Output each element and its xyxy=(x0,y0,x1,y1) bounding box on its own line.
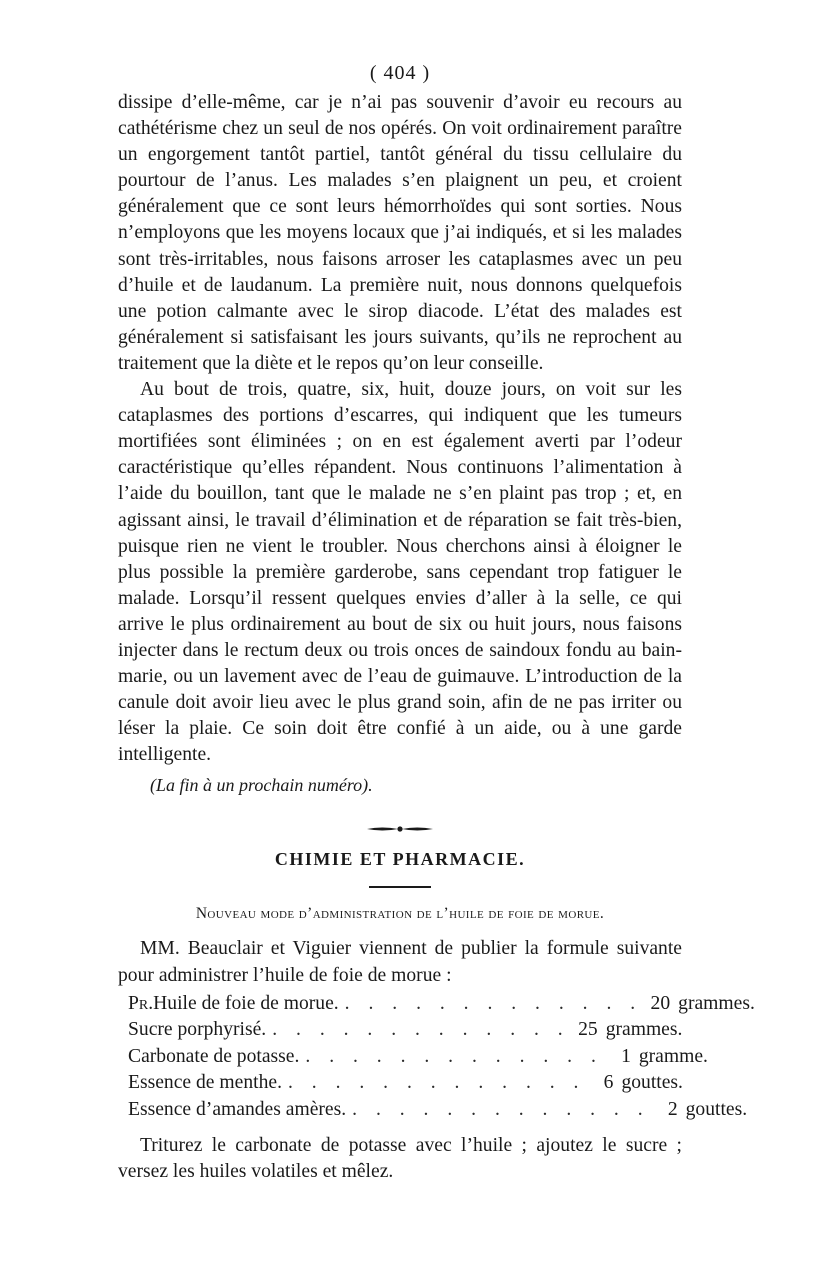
ingredient-quantity xyxy=(585,1070,755,1097)
formula-row xyxy=(118,991,755,1018)
quantity-unit: grammes. xyxy=(678,992,755,1014)
page-number: ( 404 ) xyxy=(369,62,431,84)
ingredient-name: Sucre porphyrisé. xyxy=(128,1019,267,1041)
quantity-value: 1 xyxy=(621,1045,631,1067)
quantity-unit: gouttes. xyxy=(621,1072,683,1094)
body-paragraph-1: dissipe d’elle-même, car je n’ai pas souvenir d’avoir eu recours au cathétérisme chez un seul de nos opérés. On voit ordinairement paraître un engorgement tantôt partiel, tantôt général du tissu cellulaire du pourtour de l’anus. Les malades s’en plaignent un peu, et croient généralement que ce sont leurs hémorrhoïdes qui sont sorties. Nous n’employons que les moyens locaux que j’ai indiqués, et si les malades sont très-irritables, nous faisons arroser les cataplasmes avec un peu d’huile et de laudanum. La première nuit, nous donnons quelquefois une potion calmante avec le sirop diacode. L’état des malades est généralement si satisfaisant les jours suivants, qu’ils ne reprochent au traitement que la diète et le repos qu’on leur conseille. xyxy=(118,92,682,374)
quantity-unit: grammes. xyxy=(605,1019,683,1041)
prescription-formula xyxy=(118,991,755,1124)
ingredient-quantity xyxy=(650,1097,820,1124)
ingredient-name: Huile de foie de morue. xyxy=(153,992,339,1014)
formula-row xyxy=(118,1017,682,1044)
leader-dots: . . . . . . . . . . . . . xyxy=(305,1045,603,1067)
title-rule xyxy=(369,886,431,888)
ingredient-name: Carbonate de potasse. xyxy=(128,1045,300,1067)
leader-dots: . . . . . . . . . . . . . xyxy=(272,1019,570,1041)
page-content xyxy=(118,56,755,1185)
quantity-value: 20 xyxy=(650,992,671,1014)
leader-dots: . . . . . . . . . . . . . xyxy=(287,1072,586,1094)
prescription-label: Pr. xyxy=(128,992,154,1014)
formula-row xyxy=(118,1070,682,1097)
ingredient-quantity xyxy=(570,1017,740,1044)
article-subtitle: Nouveau mode d’administration de l’huile de foie de morue. xyxy=(195,905,605,923)
quantity-value: 6 xyxy=(603,1072,614,1094)
ornament-divider-icon xyxy=(365,824,435,834)
leader-dots: . . . . . . . . . . . . . xyxy=(344,992,643,1014)
continuation-note: (La fin à un prochain numéro). xyxy=(150,775,373,796)
quantity-value: 25 xyxy=(578,1019,598,1041)
body-paragraph-2: Au bout de trois, quatre, six, huit, douze jours, on voit sur les cataplasmes des portions d’escarres, qui indiquent que les tumeurs mortifiées sont éliminées ; on en est également averti par l’odeur caractéristique qu’elles répandent. Nous continuons l’alimentation à l’aide du bouillon, tant que le malade ne s’en plaint pas trop ; et, en agissant ainsi, le travail d’élimination et de réparation se fait très-bien, puisque rien ne vient le troubler. Nous cherchons ainsi à éloigner le plus possible la première garderobe, sans cependant trop fatiguer le malade. Lorsqu’il ressent quelques envies d’aller à la selle, ce qui arrive le plus ordinairement au bout de six ou huit jours, nous faisons injecter dans le rectum deux ou trois onces de saindoux fondu au bain-marie, ou un lavement avec de l’eau de guimauve. L’introduction de la canule doit avoir lieu avec le plus grand soin, afin de ne pas irriter ou léser la plaie. Ce soin doit être confié à un aide, ou à une garde intelligente. xyxy=(118,379,682,766)
formula-row xyxy=(118,1044,708,1071)
ingredient-name: Essence de menthe. xyxy=(128,1072,282,1094)
quantity-unit: gramme. xyxy=(638,1045,708,1067)
quantity-value: 2 xyxy=(667,1098,678,1120)
closing-paragraph: Triturez le carbonate de potasse avec l’huile ; ajoutez le sucre ; versez les huiles volatiles et mêlez. xyxy=(118,1135,682,1183)
intro-paragraph: MM. Beauclair et Viguier viennent de publier la formule suivante pour administrer l’huile de foie de morue : xyxy=(118,938,682,986)
ingredient-name: Essence d’amandes amères. xyxy=(128,1098,347,1120)
quantity-unit: gouttes. xyxy=(685,1098,748,1120)
section-title: CHIMIE ET PHARMACIE. xyxy=(274,849,526,870)
leader-dots: . . . . . . . . . . . . . xyxy=(352,1098,650,1120)
formula-row xyxy=(118,1097,748,1124)
ingredient-quantity xyxy=(642,991,812,1018)
ingredient-quantity xyxy=(603,1044,773,1071)
